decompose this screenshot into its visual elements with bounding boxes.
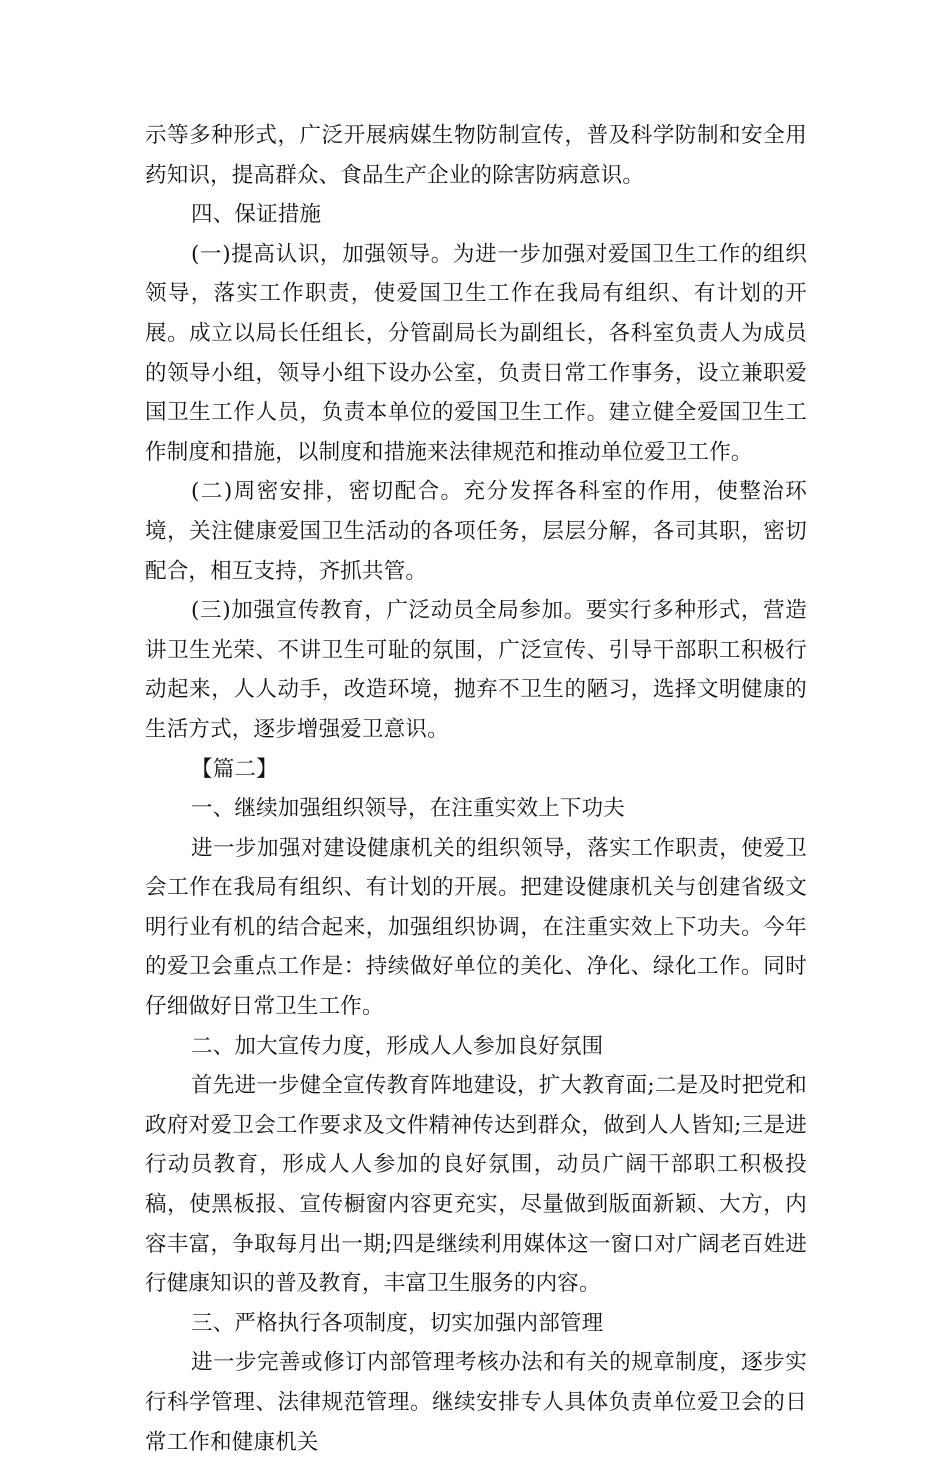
section-heading-1: 一、继续加强组织领导，在注重实效上下功夫 — [191, 796, 626, 822]
section-heading-3: 三、严格执行各项制度，切实加强内部管理 — [191, 1310, 604, 1336]
paragraph-measure-1: (一)提高认识，加强领导。为进一步加强对爱国卫生工作的组织领导，落实工作职责，使爱国卫生工作在我局有组织、有计划的开展。成立以局长任组长，分管副局长为副组长，各科室负责人为成员的领导小组，领导小组下设办公室，负责日常工作事务，设立兼职爱国卫生工作人员，负责本单位的爱国卫生工作。建立健全爱国卫生工作制度和措施，以制度和措施来法律规范和推动单位爱卫工作。 — [145, 241, 807, 465]
section-heading-2: 二、加大宣传力度，形成人人参加良好氛围 — [191, 1033, 604, 1059]
document-body — [145, 116, 807, 1462]
paragraph-section-1: 进一步加强对建设健康机关的组织领导，落实工作职责，使爱卫会工作在我局有组织、有计划的开展。把建设健康机关与创建省级文明行业有机的结合起来，加强组织协调，在注重实效上下功夫。今年的爱卫会重点工作是：持续做好单位的美化、净化、绿化工作。同时仔细做好日常卫生工作。 — [145, 835, 807, 1020]
paragraph-continuation: 示等多种形式，广泛开展病媒生物防制宣传，普及科学防制和安全用药知识，提高群众、食品生产企业的除害防病意识。 — [145, 123, 807, 188]
part-two-heading: 【篇二】 — [191, 756, 278, 782]
paragraph-section-2: 首先进一步健全宣传教育阵地建设，扩大教育面;二是及时把党和政府对爱卫会工作要求及文件精神传达到群众，做到人人皆知;三是进行动员教育，形成人人参加的良好氛围，动员广阔干部职工积极投稿，使黑板报、宣传橱窗内容更充实，尽量做到版面新颖、大方，内容丰富，争取每月出一期;四是继续利用媒体这一窗口对广阔老百姓进行健康知识的普及教育，丰富卫生服务的内容。 — [145, 1073, 807, 1297]
paragraph-section-3: 进一步完善或修订内部管理考核办法和有关的规章制度，逐步实行科学管理、法律规范管理。继续安排专人具体负责单位爱卫会的日常工作和健康机关 — [145, 1350, 807, 1455]
section-heading-guarantee-measures: 四、保证措施 — [191, 202, 322, 228]
paragraph-measure-2: (二)周密安排，密切配合。充分发挥各科室的作用，使整治环境，关注健康爱国卫生活动的各项任务，层层分解，各司其职，密切配合，相互支持，齐抓共管。 — [145, 479, 807, 584]
paragraph-measure-3: (三)加强宣传教育，广泛动员全局参加。要实行多种形式，营造讲卫生光荣、不讲卫生可耻的氛围，广泛宣传、引导干部职工积极行动起来，人人动手，改造环境，抛弃不卫生的陋习，选择文明健康的生活方式，逐步增强爱卫意识。 — [145, 598, 807, 742]
